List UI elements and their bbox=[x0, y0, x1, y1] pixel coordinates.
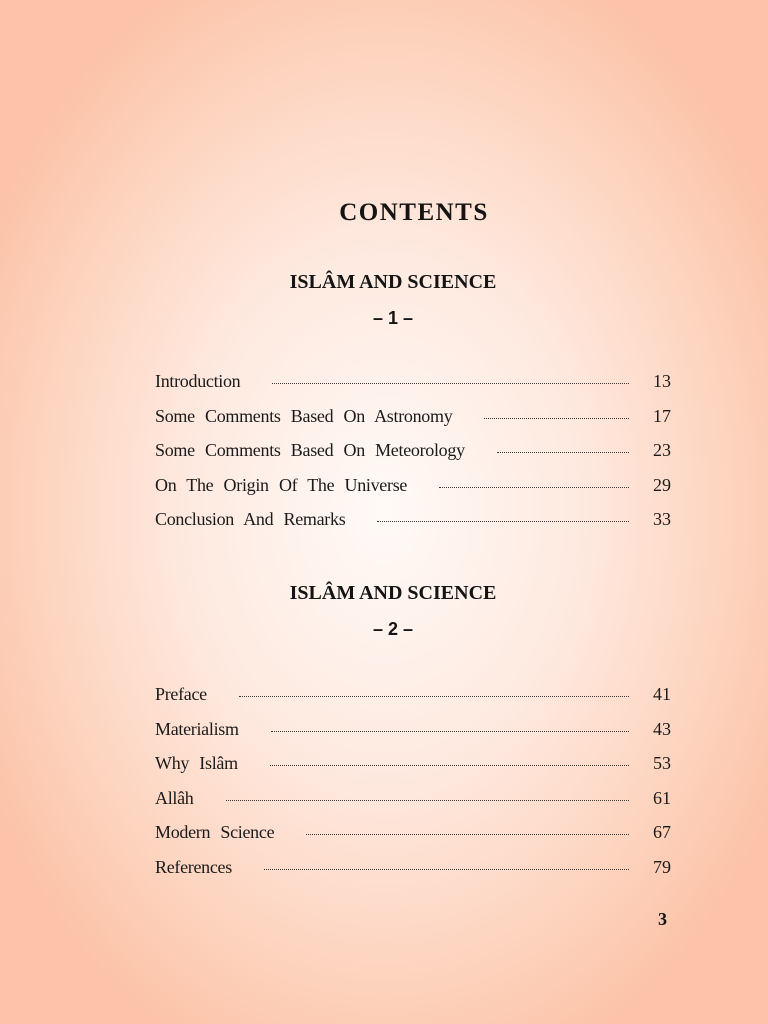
dot-leader bbox=[497, 452, 629, 453]
section-2-number: – 2 – bbox=[372, 619, 414, 639]
toc-entry-label: On The Origin Of The Universe bbox=[155, 474, 408, 495]
toc-entry-label: Some Comments Based On Astronomy bbox=[155, 405, 453, 426]
toc-section-2 bbox=[155, 684, 671, 892]
toc-entry-page: 13 bbox=[653, 371, 671, 391]
toc-entry-page: 43 bbox=[653, 718, 671, 739]
toc-entry-page: 67 bbox=[653, 822, 671, 843]
dot-leader bbox=[271, 731, 629, 732]
toc-entry-label: Why Islâm bbox=[155, 753, 238, 774]
page-number: 3 bbox=[658, 909, 667, 929]
toc-entry-astronomy[interactable] bbox=[155, 406, 671, 441]
toc-entry-label: Introduction bbox=[155, 371, 241, 391]
toc-entry-allah[interactable] bbox=[155, 788, 671, 823]
toc-entry-label: References bbox=[155, 856, 232, 877]
dot-leader bbox=[226, 800, 630, 801]
toc-entry-modern-science[interactable] bbox=[155, 822, 671, 857]
dot-leader bbox=[270, 765, 629, 766]
toc-entry-page: 41 bbox=[653, 684, 671, 704]
toc-entry-introduction[interactable] bbox=[155, 371, 671, 406]
toc-entry-page: 33 bbox=[653, 509, 671, 530]
toc-entry-preface[interactable] bbox=[155, 684, 671, 719]
toc-entry-materialism[interactable] bbox=[155, 719, 671, 754]
toc-entry-page: 17 bbox=[653, 405, 671, 426]
section-1-number: – 1 – bbox=[372, 308, 414, 328]
toc-entry-label: Allâh bbox=[155, 787, 194, 808]
page-title: CONTENTS bbox=[339, 199, 489, 226]
dot-leader bbox=[239, 696, 629, 697]
dot-leader bbox=[306, 834, 629, 835]
dot-leader bbox=[439, 487, 629, 488]
toc-entry-label: Preface bbox=[155, 684, 207, 704]
toc-entry-origin-of-universe[interactable] bbox=[155, 475, 671, 510]
toc-entry-label: Some Comments Based On Meteorology bbox=[155, 440, 465, 461]
dot-leader bbox=[484, 418, 629, 419]
toc-entry-page: 53 bbox=[653, 753, 671, 774]
toc-entry-page: 23 bbox=[653, 440, 671, 461]
toc-entry-why-islam[interactable] bbox=[155, 753, 671, 788]
toc-entry-conclusion[interactable] bbox=[155, 509, 671, 544]
dot-leader bbox=[272, 383, 629, 384]
toc-entry-page: 79 bbox=[653, 856, 671, 877]
toc-entry-meteorology[interactable] bbox=[155, 440, 671, 475]
section-1-title: ISLÂM AND SCIENCE bbox=[289, 271, 497, 293]
toc-entry-page: 61 bbox=[653, 787, 671, 808]
toc-section-1 bbox=[155, 371, 671, 544]
dot-leader bbox=[377, 521, 629, 522]
section-2-title: ISLÂM AND SCIENCE bbox=[289, 582, 497, 604]
toc-entry-references[interactable] bbox=[155, 857, 671, 892]
toc-entry-label: Modern Science bbox=[155, 822, 275, 843]
toc-entry-label: Materialism bbox=[155, 718, 239, 739]
dot-leader bbox=[264, 869, 629, 870]
toc-entry-page: 29 bbox=[653, 474, 671, 495]
toc-entry-label: Conclusion And Remarks bbox=[155, 509, 346, 530]
